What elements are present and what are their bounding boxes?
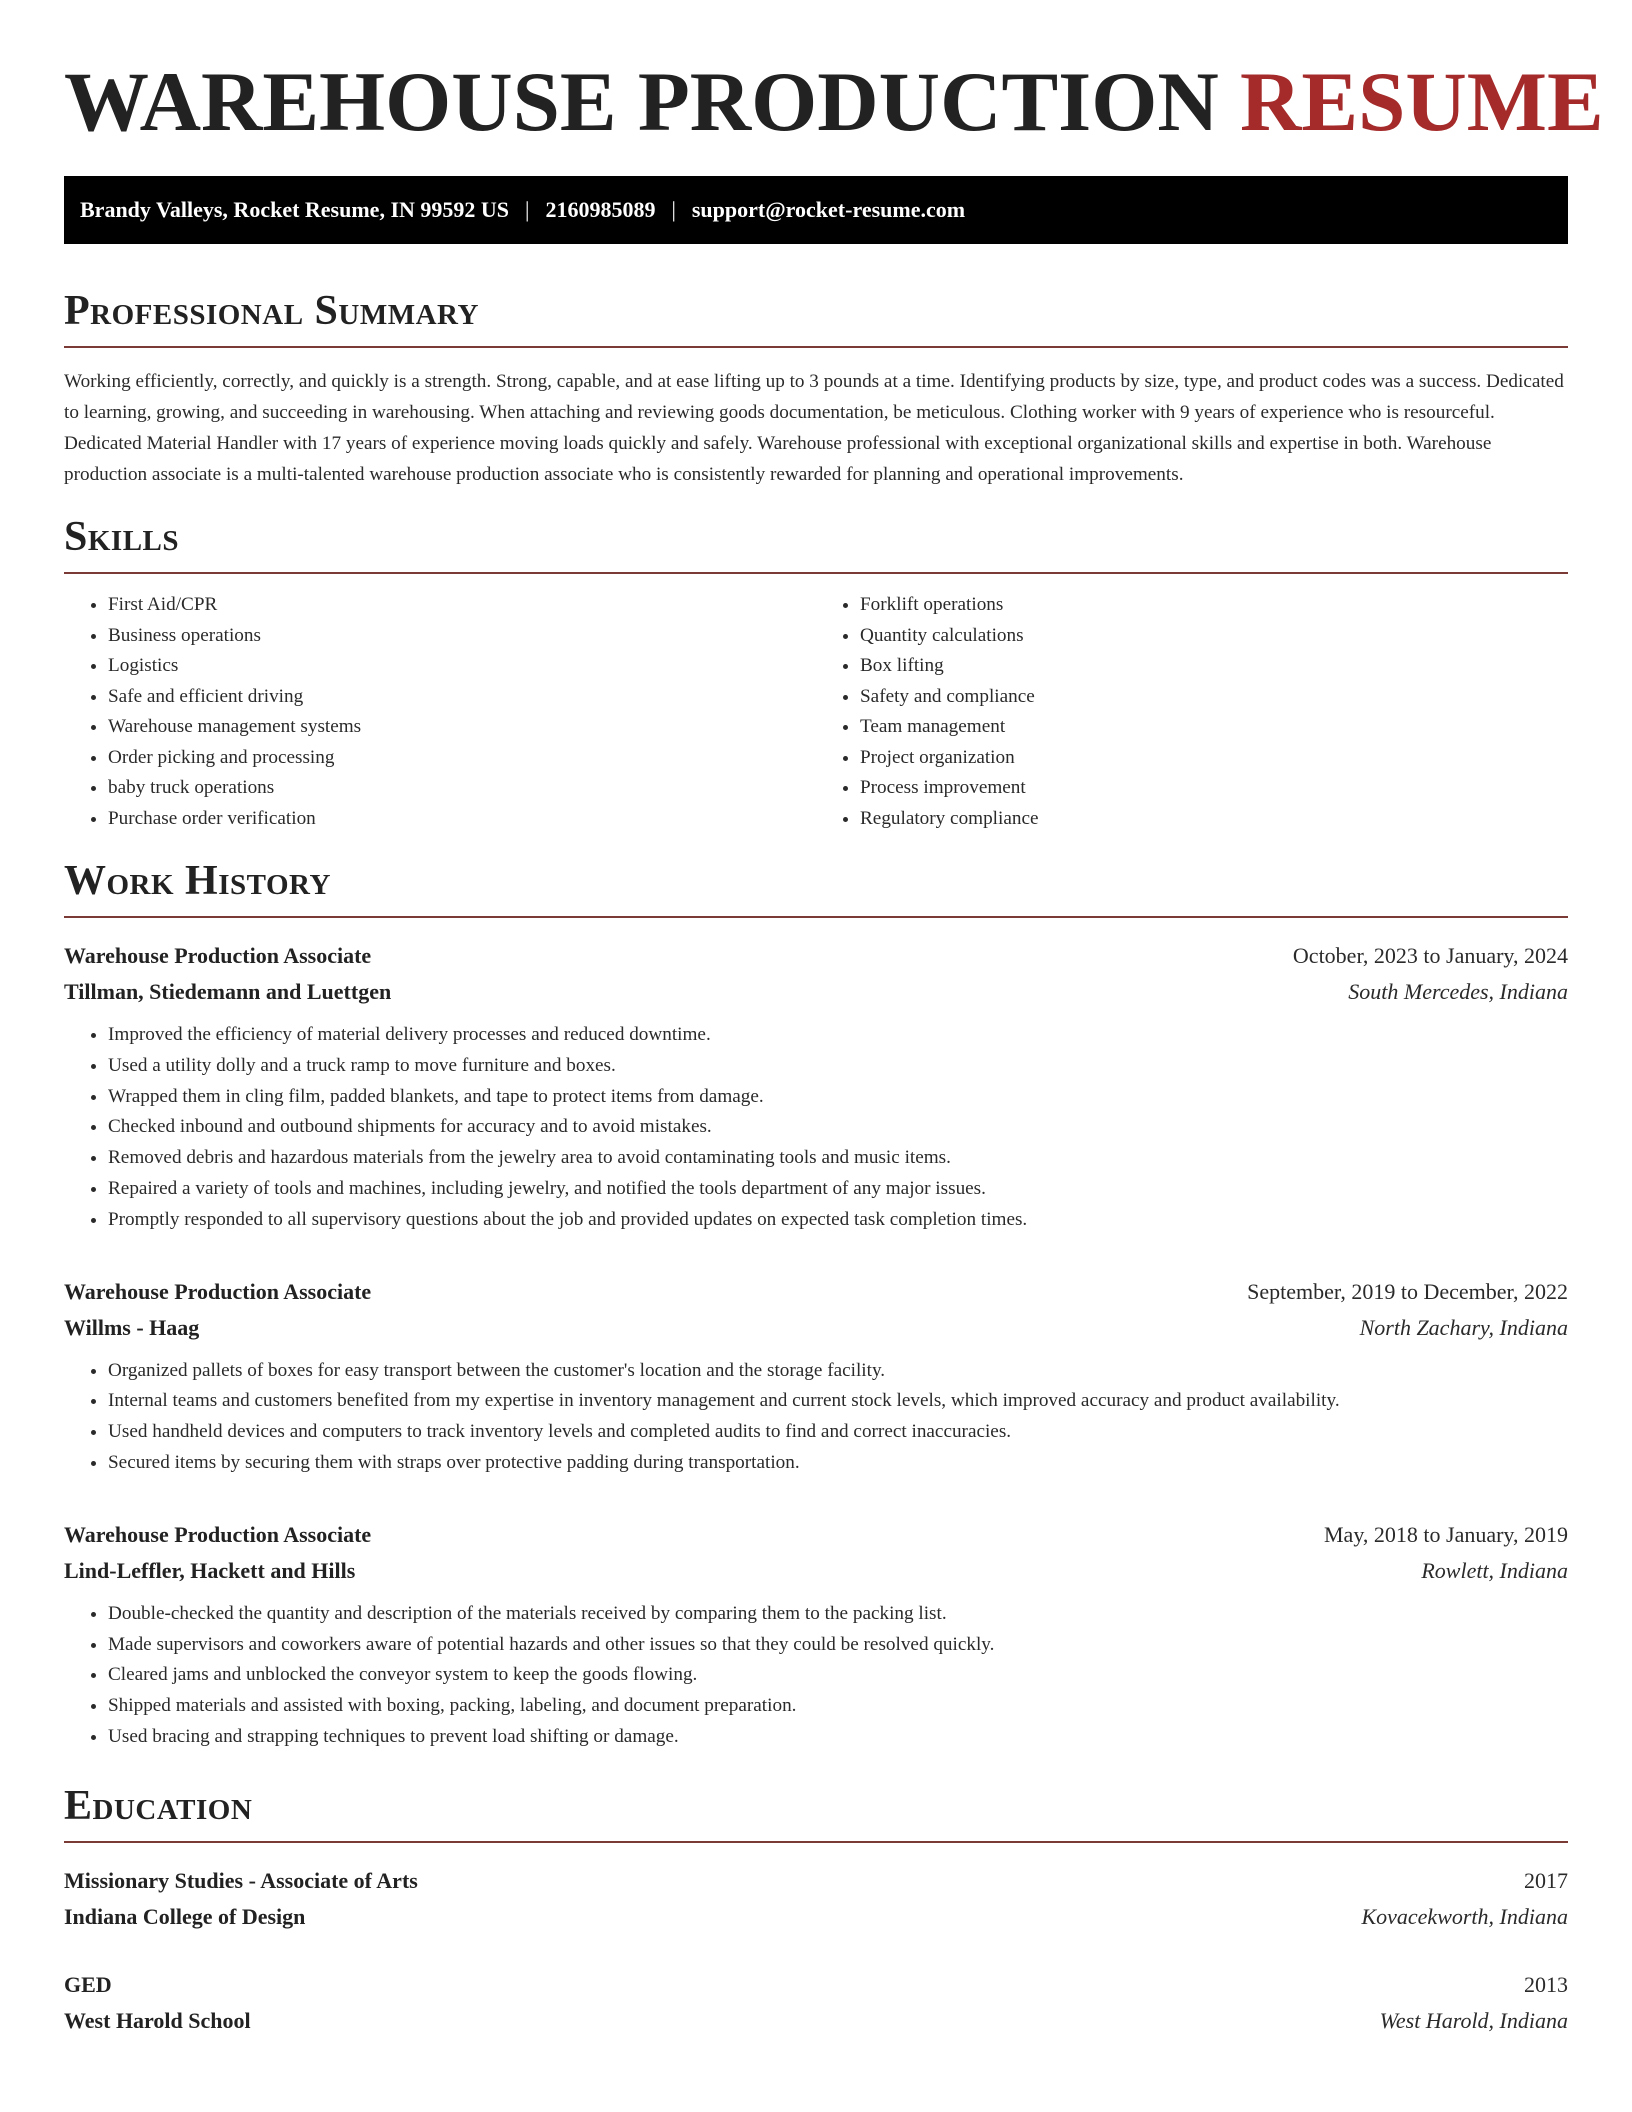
skills-section (64, 512, 1568, 834)
section-divider (64, 1841, 1568, 1843)
job-duty: • Internal teams and customers benefited from my expertise in inventory management and current stock levels, which improved accuracy and product availability. (108, 1386, 1568, 1417)
job-dates: September, 2019 to December, 2022 (1247, 1278, 1568, 1304)
job-duty: • Secured items by securing them with straps over protective padding during transportation. (108, 1448, 1568, 1479)
education-school-row (64, 2003, 1568, 2039)
job-duty: • Double-checked the quantity and description of the materials received by comparing them to the packing list. (108, 1599, 1568, 1630)
skill-item: • Warehouse management systems (108, 712, 816, 743)
skill-item: • Process improvement (860, 773, 1568, 804)
education-section (64, 1781, 1568, 2039)
education-location: Kovacekworth, Indiana (1361, 1903, 1568, 1929)
job-duty: • Used bracing and strapping techniques to prevent load shifting or damage. (108, 1722, 1568, 1753)
job-duty: • Wrapped them in cling film, padded blankets, and tape to protect items from damage. (108, 1082, 1568, 1113)
skill-item: • First Aid/CPR (108, 590, 816, 621)
skill-item: • Safety and compliance (860, 682, 1568, 713)
skill-item: • Quantity calculations (860, 621, 1568, 652)
contact-address: Brandy Valleys, Rocket Resume, IN 99592 US (80, 197, 510, 222)
education-location: West Harold, Indiana (1379, 2007, 1568, 2033)
job-entry (64, 1274, 1568, 1479)
skill-item: • Purchase order verification (108, 804, 816, 835)
resume-title (64, 52, 1604, 152)
job-location: North Zachary, Indiana (1359, 1314, 1568, 1340)
skill-item: • Regulatory compliance (860, 804, 1568, 835)
job-company-row (64, 1310, 1568, 1346)
job-duty: • Shipped materials and assisted with boxing, packing, labeling, and document preparation. (108, 1691, 1568, 1722)
education-entry (64, 1967, 1568, 2039)
work-history-section (64, 856, 1568, 1753)
title-main: WAREHOUSE PRODUCTION (64, 55, 1219, 149)
resume-page (64, 0, 1604, 2039)
skills-grid (64, 590, 1568, 834)
summary-section (64, 286, 1568, 490)
section-divider (64, 346, 1568, 348)
summary-heading: Professional Summary (64, 288, 479, 334)
job-duty: • Used handheld devices and computers to track inventory levels and completed audits to find and correct inaccuracies. (108, 1417, 1568, 1448)
education-school-row (64, 1899, 1568, 1935)
contact-separator: | (671, 197, 676, 222)
skill-item: • Business operations (108, 621, 816, 652)
education-degree: GED (64, 1971, 112, 1997)
skill-item: • Box lifting (860, 651, 1568, 682)
work-history-heading: Work History (64, 858, 331, 904)
job-duty: • Cleared jams and unblocked the conveyor system to keep the goods flowing. (108, 1660, 1568, 1691)
job-duties (64, 1020, 1568, 1236)
education-degree: Missionary Studies - Associate of Arts (64, 1867, 418, 1893)
job-location: Rowlett, Indiana (1421, 1557, 1568, 1583)
education-entry (64, 1863, 1568, 1935)
section-divider (64, 916, 1568, 918)
education-degree-row (64, 1967, 1568, 2003)
job-header-row (64, 1517, 1568, 1553)
job-company: Lind-Leffler, Hackett and Hills (64, 1557, 356, 1583)
education-year: 2013 (1524, 1971, 1568, 1997)
title-accent: RESUME (1239, 55, 1604, 149)
skill-item: • Team management (860, 712, 1568, 743)
job-duty: • Removed debris and hazardous materials from the jewelry area to avoid contaminating tools and music items. (108, 1143, 1568, 1174)
contact-email: support@rocket-resume.com (691, 197, 966, 222)
job-company: Willms - Haag (64, 1314, 200, 1340)
skill-item: • Project organization (860, 743, 1568, 774)
skill-item: • Forklift operations (860, 590, 1568, 621)
skill-item: • Logistics (108, 651, 816, 682)
job-header-row (64, 938, 1568, 974)
job-company-row (64, 974, 1568, 1010)
education-school: Indiana College of Design (64, 1903, 306, 1929)
job-location: South Mercedes, Indiana (1348, 979, 1568, 1004)
education-heading: Education (64, 1782, 253, 1829)
contact-phone: 2160985089 (545, 197, 656, 222)
job-duty: • Improved the efficiency of material delivery processes and reduced downtime. (108, 1020, 1568, 1051)
education-year: 2017 (1524, 1867, 1568, 1893)
skill-item: • Safe and efficient driving (108, 682, 816, 713)
job-header-row (64, 1274, 1568, 1310)
job-entry (64, 938, 1568, 1236)
job-company-row (64, 1553, 1568, 1589)
job-duty: • Used a utility dolly and a truck ramp to move furniture and boxes. (108, 1051, 1568, 1082)
job-company: Tillman, Stiedemann and Luettgen (64, 979, 392, 1004)
education-school: West Harold School (64, 2007, 251, 2033)
contact-separator: | (525, 197, 530, 222)
section-divider (64, 572, 1568, 574)
skills-list-right (816, 590, 1568, 834)
job-duties (64, 1356, 1568, 1479)
education-degree-row (64, 1863, 1568, 1899)
job-dates: May, 2018 to January, 2019 (1324, 1521, 1568, 1547)
skill-item: • baby truck operations (108, 773, 816, 804)
job-entry (64, 1517, 1568, 1753)
job-duty: • Made supervisors and coworkers aware of potential hazards and other issues so that they could be resolved quickly. (108, 1630, 1568, 1661)
skills-list-left (64, 590, 816, 834)
job-duty: • Checked inbound and outbound shipments for accuracy and to avoid mistakes. (108, 1112, 1568, 1143)
skills-heading: Skills (64, 514, 180, 560)
job-duty: • Organized pallets of boxes for easy transport between the customer's location and the storage facility. (108, 1356, 1568, 1387)
job-title: Warehouse Production Associate (64, 1278, 372, 1304)
contact-bar (64, 176, 1568, 244)
job-title: Warehouse Production Associate (64, 943, 372, 968)
summary-text: Working efficiently, correctly, and quickly is a strength. Strong, capable, and at ease lifting up to 3 pounds at a time. Identifying products by size, type, and product codes was a success. Dedicated to learning, growing, and succeeding in warehousing. When attaching and reviewing goods documentation, be meticulous. Clothing worker with 9 years of experience who is resourceful. Dedicated Material Handler with 17 years of experience moving loads quickly and safely. Warehouse professional with exceptional organizational skills and expertise in both. Warehouse production associate is a multi-talented warehouse production associate who is consistently rewarded for planning and operational improvements. (64, 371, 1564, 485)
skill-item: • Order picking and processing (108, 743, 816, 774)
job-duty: • Repaired a variety of tools and machines, including jewelry, and notified the tools department of any major issues. (108, 1174, 1568, 1205)
job-duty: • Promptly responded to all supervisory questions about the job and provided updates on expected task completion times. (108, 1205, 1568, 1236)
job-title: Warehouse Production Associate (64, 1521, 372, 1547)
job-duties (64, 1599, 1568, 1753)
job-dates: October, 2023 to January, 2024 (1292, 943, 1568, 968)
